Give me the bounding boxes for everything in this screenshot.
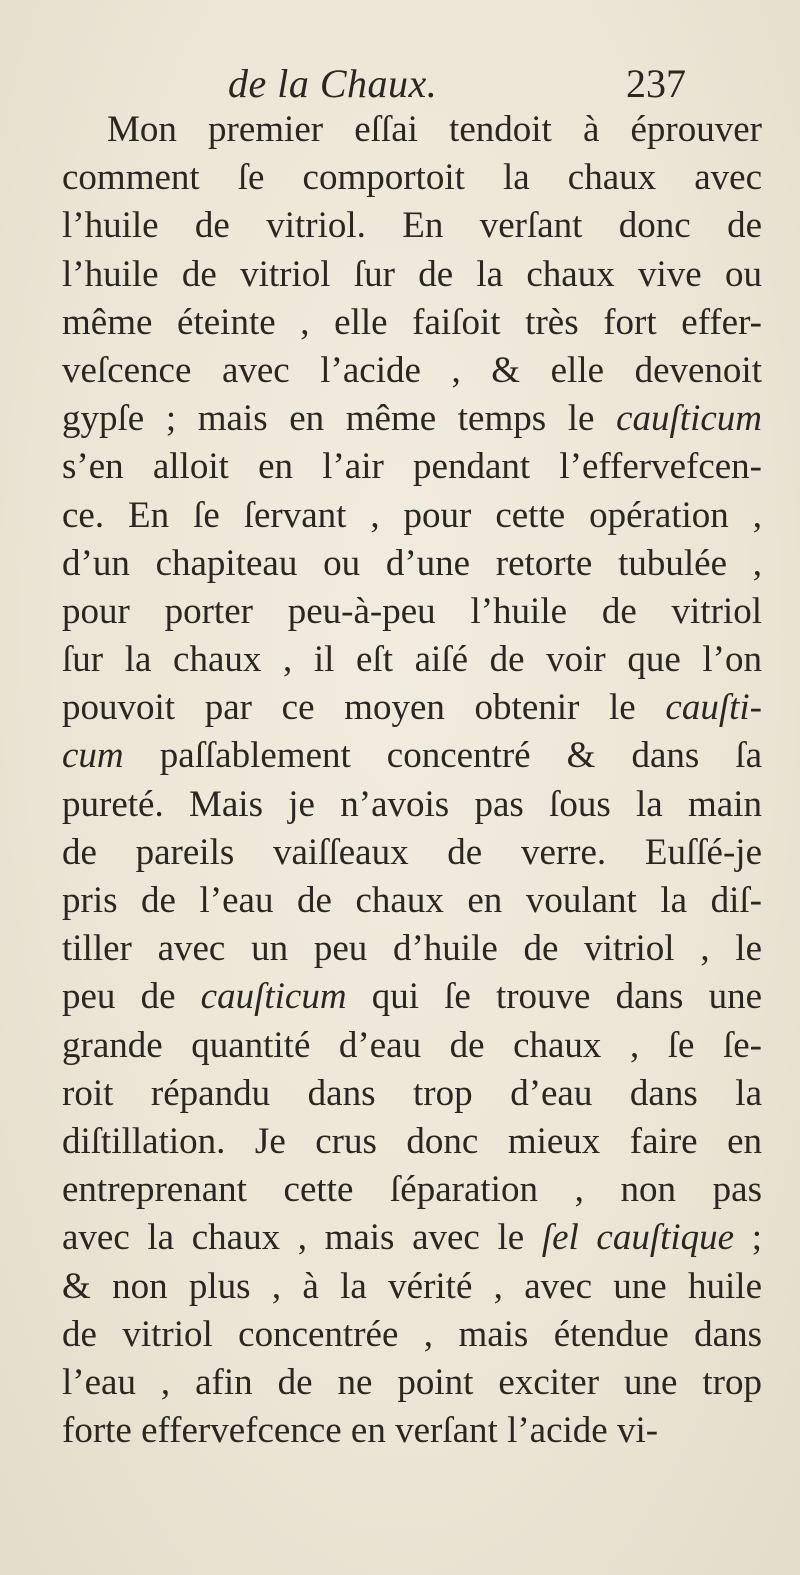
text-line — [62, 877, 762, 925]
text-run: s’en alloit en l’air pendant l’effervefcen- — [62, 446, 762, 488]
text-line — [62, 251, 762, 299]
text-run: d’un chapiteau ou d’une retorte tubulée , — [62, 542, 762, 584]
text-run: roit répandu dans trop d’eau dans la — [62, 1072, 762, 1114]
italic-term: cauſticum — [200, 976, 347, 1018]
text-line — [62, 781, 762, 829]
text-line — [62, 925, 762, 973]
text-run: gypſe ; mais en même temps le — [62, 398, 617, 440]
page-number: 237 — [626, 61, 686, 106]
italic-term: cauſti- — [665, 687, 762, 729]
text-run: pris de l’eau de chaux en voulant la diſ- — [62, 880, 762, 921]
text-run: peu de — [62, 976, 201, 1018]
text-run: & non plus , à la vérité , avec une huile — [62, 1265, 762, 1307]
running-head — [0, 62, 800, 106]
text-run: ſur la chaux , il eſt aiſé de voir que l’on — [62, 639, 762, 681]
text-line — [62, 636, 762, 684]
text-line — [62, 347, 762, 395]
body-text — [62, 106, 762, 1455]
text-line — [62, 1118, 762, 1166]
text-run: pour porter peu-à-peu l’huile de vitriol — [62, 590, 762, 632]
text-run: paſſablement concentré & dans ſa — [123, 735, 762, 777]
text-run: qui ſe trouve dans une — [346, 976, 762, 1018]
text-run: ; — [734, 1217, 762, 1259]
italic-term: cauſticum — [616, 398, 762, 440]
text-run: grande quantité d’eau de chaux , ſe ſe- — [62, 1024, 762, 1066]
text-run: veſcence avec l’acide , & elle devenoit — [62, 349, 762, 391]
text-line — [62, 1407, 762, 1455]
text-run: avec la chaux , mais avec le — [62, 1217, 542, 1259]
text-line — [62, 829, 762, 877]
text-run: Mon premier eſſai tendoit à éprouver — [107, 109, 762, 150]
text-line — [62, 202, 762, 250]
text-run: de vitriol concentrée , mais étendue dans — [62, 1313, 762, 1355]
italic-term: ſel cauſtique — [541, 1217, 735, 1259]
text-line — [62, 1311, 762, 1359]
text-run: comment ſe comportoit la chaux avec — [62, 157, 762, 199]
text-run: l’huile de vitriol ſur de la chaux vive ou — [62, 253, 762, 295]
text-run: ce. En ſe ſervant , pour cette opération , — [62, 494, 762, 536]
text-run: l’huile de vitriol. En verſant donc de — [62, 205, 762, 247]
text-run: de pareils vaiſſeaux de verre. Euſſé-je — [62, 831, 762, 873]
text-run: diſtillation. Je crus donc mieux faire en — [62, 1120, 762, 1162]
text-run: l’eau , afin de ne point exciter une trop — [62, 1361, 762, 1403]
text-line — [62, 1263, 762, 1311]
text-line — [62, 732, 762, 780]
text-line — [62, 443, 762, 491]
text-line — [62, 492, 762, 540]
text-line — [62, 1022, 762, 1070]
text-line — [62, 973, 762, 1021]
text-line — [62, 1070, 762, 1118]
text-run: tiller avec un peu d’huile de vitriol , le — [62, 928, 762, 970]
text-run: pureté. Mais je n’avois pas ſous la main — [62, 783, 762, 825]
text-line — [62, 1166, 762, 1214]
text-line — [62, 299, 762, 347]
text-line — [62, 540, 762, 588]
text-line — [62, 1214, 762, 1262]
text-run: même éteinte , elle faiſoit très fort effer- — [62, 301, 762, 343]
text-run: pouvoit par ce moyen obtenir le — [62, 687, 666, 729]
text-run: forte effervefcence en verſant l’acide vi- — [62, 1410, 659, 1452]
text-line — [62, 1359, 762, 1407]
text-line — [62, 684, 762, 732]
running-title: de la Chaux. — [228, 61, 438, 106]
text-line — [62, 588, 762, 636]
text-line — [62, 395, 762, 443]
text-run: entreprenant cette ſéparation , non pas — [62, 1169, 762, 1211]
text-line — [62, 106, 762, 154]
text-line — [62, 154, 762, 202]
italic-term: cum — [62, 735, 124, 777]
